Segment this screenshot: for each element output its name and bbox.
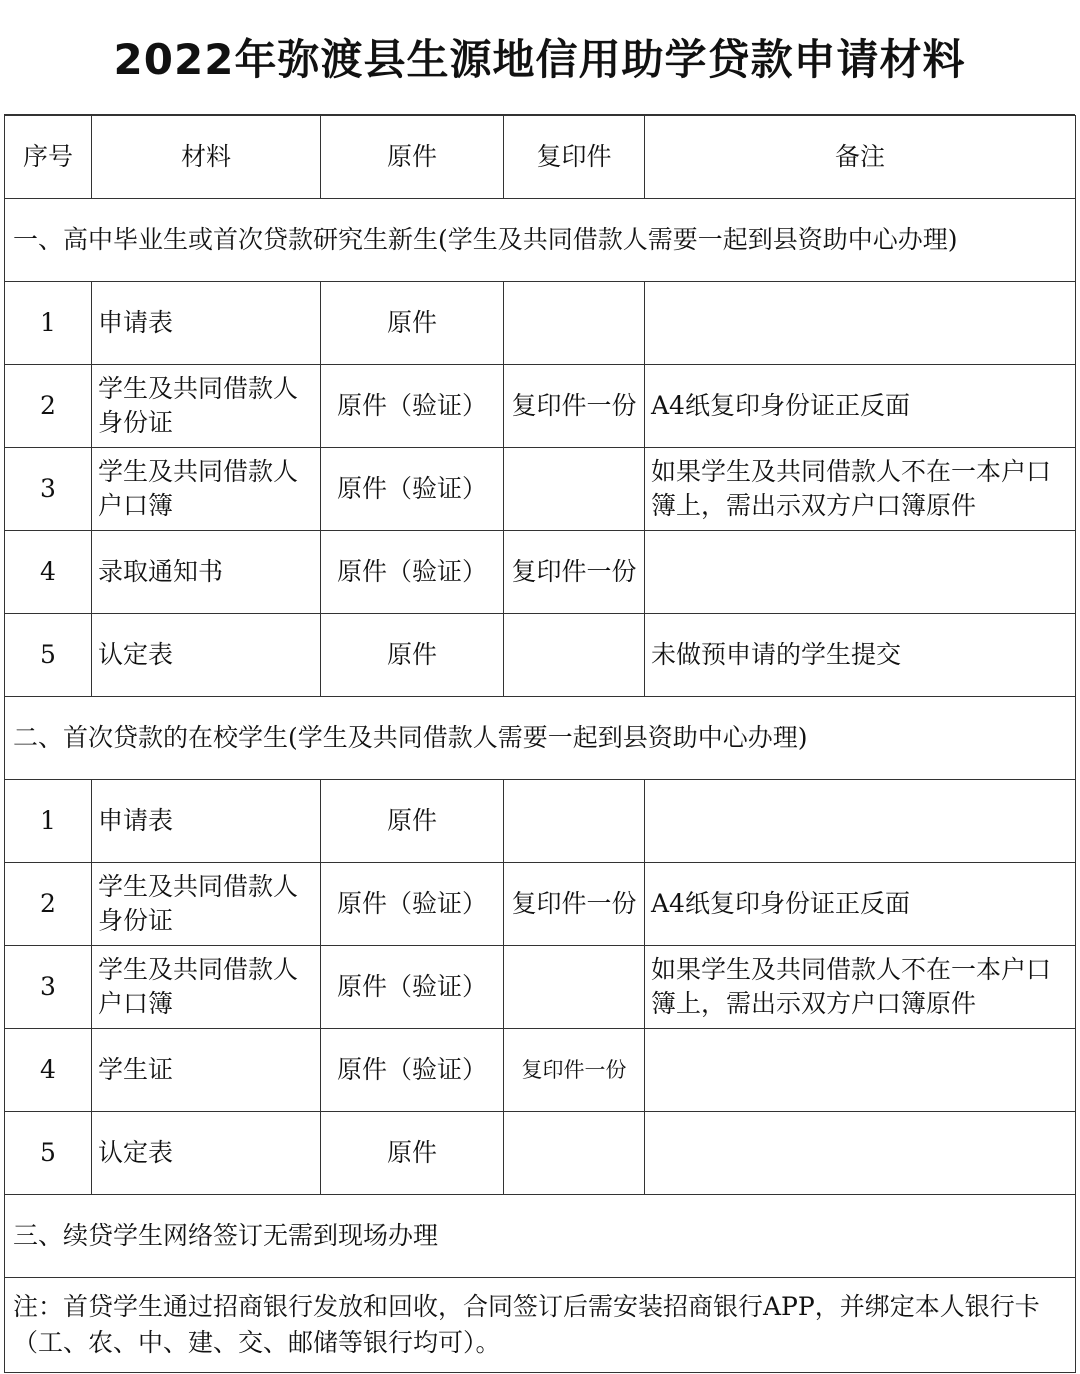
row-original: 原件（验证） bbox=[321, 531, 504, 614]
row-original: 原件 bbox=[321, 614, 504, 697]
row-material: 学生及共同借款人身份证 bbox=[92, 365, 321, 448]
row-material: 申请表 bbox=[92, 780, 321, 863]
section-heading-row bbox=[5, 199, 1076, 282]
row-copy bbox=[504, 448, 645, 531]
footnote-row bbox=[5, 1278, 1076, 1373]
row-number: 5 bbox=[5, 1112, 92, 1195]
table-row bbox=[5, 863, 1076, 946]
row-copy bbox=[504, 282, 645, 365]
row-copy bbox=[504, 780, 645, 863]
row-number: 4 bbox=[5, 1029, 92, 1112]
row-number: 1 bbox=[5, 780, 92, 863]
row-copy bbox=[504, 946, 645, 1029]
table-row bbox=[5, 531, 1076, 614]
header-note: 备注 bbox=[645, 116, 1076, 199]
row-original: 原件 bbox=[321, 1112, 504, 1195]
row-number: 2 bbox=[5, 863, 92, 946]
footnote: 注：首贷学生通过招商银行发放和回收，合同签订后需安装招商银行APP，并绑定本人银行卡（工、农、中、建、交、邮储等银行均可）。 bbox=[5, 1278, 1076, 1373]
row-original: 原件 bbox=[321, 780, 504, 863]
table-row bbox=[5, 1112, 1076, 1195]
header-material: 材料 bbox=[92, 116, 321, 199]
row-note bbox=[645, 531, 1076, 614]
row-material: 学生及共同借款人户口簿 bbox=[92, 946, 321, 1029]
row-material: 学生证 bbox=[92, 1029, 321, 1112]
row-copy bbox=[504, 1112, 645, 1195]
document-page bbox=[4, 0, 1075, 1374]
row-number: 2 bbox=[5, 365, 92, 448]
section-heading-row bbox=[5, 1195, 1076, 1278]
row-note bbox=[645, 282, 1076, 365]
row-number: 3 bbox=[5, 448, 92, 531]
row-original: 原件（验证） bbox=[321, 365, 504, 448]
row-note: 未做预申请的学生提交 bbox=[645, 614, 1076, 697]
header-copy: 复印件 bbox=[504, 116, 645, 199]
row-copy bbox=[504, 614, 645, 697]
row-original: 原件（验证） bbox=[321, 863, 504, 946]
materials-table bbox=[4, 115, 1076, 1373]
row-note bbox=[645, 780, 1076, 863]
row-copy: 复印件一份 bbox=[504, 365, 645, 448]
table-row bbox=[5, 946, 1076, 1029]
table-row bbox=[5, 282, 1076, 365]
table-row bbox=[5, 614, 1076, 697]
row-note bbox=[645, 1112, 1076, 1195]
row-material: 认定表 bbox=[92, 614, 321, 697]
row-material: 申请表 bbox=[92, 282, 321, 365]
row-note: 如果学生及共同借款人不在一本户口簿上，需出示双方户口簿原件 bbox=[645, 946, 1076, 1029]
row-material: 学生及共同借款人身份证 bbox=[92, 863, 321, 946]
row-number: 5 bbox=[5, 614, 92, 697]
row-material: 认定表 bbox=[92, 1112, 321, 1195]
row-note bbox=[645, 1029, 1076, 1112]
section3-heading: 三、续贷学生网络签订无需到现场办理 bbox=[5, 1195, 1076, 1278]
header-original: 原件 bbox=[321, 116, 504, 199]
row-copy: 复印件一份 bbox=[504, 1029, 645, 1112]
section1-heading: 一、高中毕业生或首次贷款研究生新生(学生及共同借款人需要一起到县资助中心办理) bbox=[5, 199, 1076, 282]
row-material: 学生及共同借款人户口簿 bbox=[92, 448, 321, 531]
row-original: 原件（验证） bbox=[321, 448, 504, 531]
table-row bbox=[5, 365, 1076, 448]
section-heading-row bbox=[5, 697, 1076, 780]
row-copy: 复印件一份 bbox=[504, 531, 645, 614]
row-note: A4纸复印身份证正反面 bbox=[645, 365, 1076, 448]
table-header-row bbox=[5, 116, 1076, 199]
row-number: 1 bbox=[5, 282, 92, 365]
row-material: 录取通知书 bbox=[92, 531, 321, 614]
row-number: 4 bbox=[5, 531, 92, 614]
table-row bbox=[5, 448, 1076, 531]
row-number: 3 bbox=[5, 946, 92, 1029]
header-number: 序号 bbox=[5, 116, 92, 199]
row-original: 原件 bbox=[321, 282, 504, 365]
row-note: 如果学生及共同借款人不在一本户口簿上，需出示双方户口簿原件 bbox=[645, 448, 1076, 531]
section2-heading: 二、首次贷款的在校学生(学生及共同借款人需要一起到县资助中心办理) bbox=[5, 697, 1076, 780]
row-original: 原件（验证） bbox=[321, 946, 504, 1029]
row-note: A4纸复印身份证正反面 bbox=[645, 863, 1076, 946]
table-row bbox=[5, 1029, 1076, 1112]
page-title: 2022年弥渡县生源地信用助学贷款申请材料 bbox=[4, 0, 1075, 115]
row-original: 原件（验证） bbox=[321, 1029, 504, 1112]
row-copy: 复印件一份 bbox=[504, 863, 645, 946]
table-row bbox=[5, 780, 1076, 863]
